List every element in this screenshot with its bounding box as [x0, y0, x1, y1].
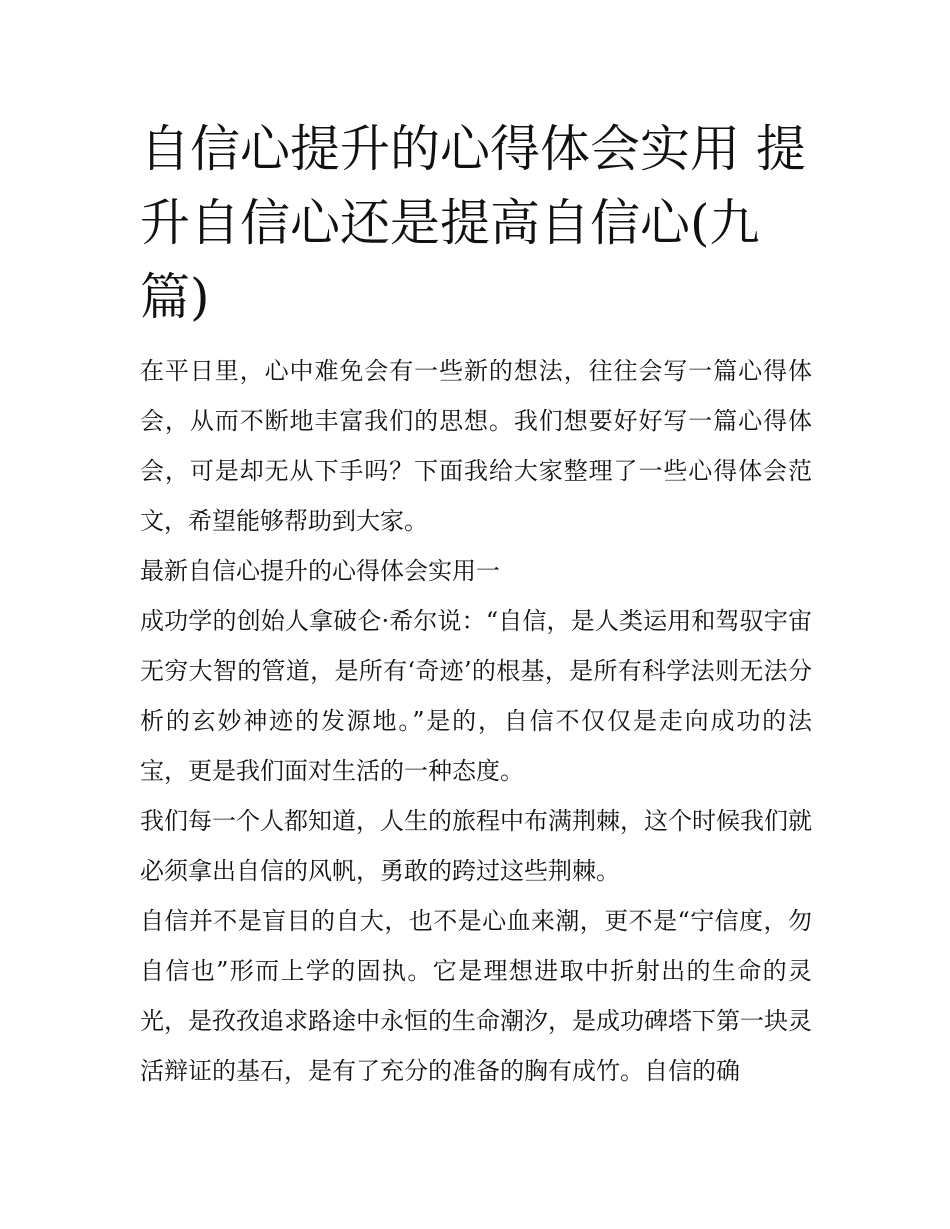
document-body — [140, 346, 812, 1096]
document-page — [140, 112, 812, 1096]
paragraph-definition: 自信并不是盲目的自大，也不是心血来潮，更不是“宁信度，勿自信也”形而上学的固执。它是理想进取中折射出的生命的灵光，是孜孜追求路途中永恒的生命潮汐，是成功碑塔下第一块灵活辩证的基石，是有了充分的准备的胸有成竹。自信的确 — [140, 907, 812, 1085]
paragraph-intro: 在平日里，心中难免会有一些新的想法，往往会写一篇心得体会，从而不断地丰富我们的思想。我们想要好好写一篇心得体会，可是却无从下手吗？下面我给大家整理了一些心得体会范文，希望能够帮助到大家。 — [140, 357, 812, 535]
paragraph-journey: 我们每一个人都知道，人生的旅程中布满荆棘，这个时候我们就必须拿出自信的风帆，勇敢的跨过这些荆棘。 — [140, 807, 812, 885]
paragraph-quote: 成功学的创始人拿破仑·希尔说：“自信，是人类运用和驾驭宇宙无穷大智的管道，是所有‘奇迹’的根基，是所有科学法则无法分析的玄妙神迹的发源地。”是的，自信不仅仅是走向成功的法宝，更是我们面对生活的一种态度。 — [140, 607, 812, 785]
document-title: 自信心提升的心得体会实用 提升自信心还是提高自信心(九篇) — [140, 120, 806, 326]
section-heading: 最新自信心提升的心得体会实用一 — [140, 557, 500, 585]
